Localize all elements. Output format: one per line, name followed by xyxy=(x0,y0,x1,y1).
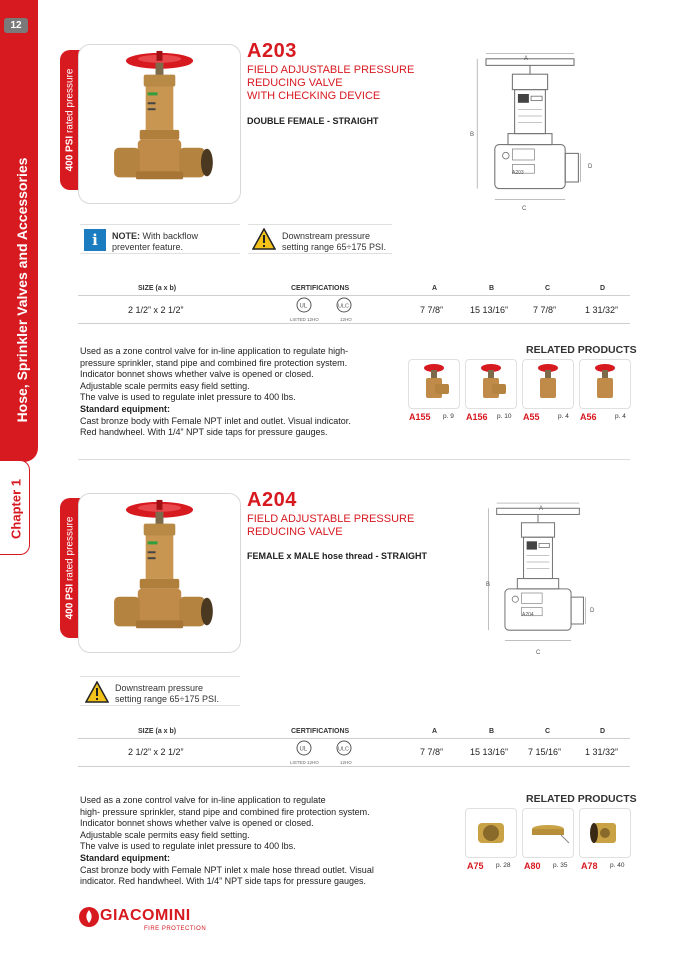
product-code: A203 xyxy=(247,40,297,62)
related-code[interactable]: A78 xyxy=(581,861,598,871)
table-divider xyxy=(78,766,630,767)
certification-logos xyxy=(288,296,358,318)
related-code[interactable]: A155 xyxy=(409,412,431,422)
dim-label-a: A xyxy=(524,56,529,62)
related-product-card[interactable] xyxy=(579,359,631,409)
cert-label-ulc: 12HO xyxy=(340,317,352,322)
drawing-plate: A204 xyxy=(522,612,534,618)
dim-label-d: D xyxy=(588,164,593,170)
dim-label-a: A xyxy=(539,506,544,512)
related-page: p. 4 xyxy=(615,413,626,420)
product-code: A204 xyxy=(247,489,297,511)
related-product-card[interactable] xyxy=(579,808,631,858)
related-product-image xyxy=(580,360,630,408)
connection-type: FEMALE x MALE hose thread - STRAIGHT xyxy=(247,551,428,561)
product-photo xyxy=(78,493,241,653)
connection-type: DOUBLE FEMALE - STRAIGHT xyxy=(247,116,379,126)
table-divider xyxy=(78,323,630,324)
dim-b: 15 13/16” xyxy=(470,305,509,315)
related-code[interactable]: A80 xyxy=(524,861,541,871)
giacomini-logo-icon xyxy=(78,906,100,928)
warning-icon xyxy=(252,228,276,250)
svg-text:UL: UL xyxy=(299,746,308,753)
svg-text:UL: UL xyxy=(299,303,308,310)
related-code[interactable]: A55 xyxy=(523,412,540,422)
dim-c: 7 15/16” xyxy=(528,747,562,757)
dim-a: 7 7/8” xyxy=(420,305,444,315)
dimension-drawing xyxy=(470,50,598,220)
related-product-card[interactable] xyxy=(522,359,574,409)
brand-tagline: FIRE PROTECTION xyxy=(144,926,207,932)
valve-image xyxy=(79,45,240,203)
related-page: p. 9 xyxy=(443,413,454,420)
related-product-card[interactable] xyxy=(465,359,517,409)
cert-label-ul: LISTED 12HO xyxy=(290,760,319,765)
related-page: p. 40 xyxy=(610,862,625,869)
related-product-card[interactable] xyxy=(408,359,460,409)
note-text: NOTE: With backflow preventer feature. xyxy=(112,231,199,252)
th-d: D xyxy=(600,285,606,292)
dim-label-c: C xyxy=(522,206,527,212)
dim-d: 1 31/32” xyxy=(585,305,619,315)
dimension-drawing xyxy=(486,500,598,660)
dim-label-d: D xyxy=(590,608,595,614)
related-code[interactable]: A56 xyxy=(580,412,597,422)
valve-image xyxy=(79,494,240,652)
warning-text: Downstream pressure setting range 65÷175 PSI. xyxy=(115,683,220,704)
drawing-plate: A203 xyxy=(512,170,524,176)
related-product-image xyxy=(466,809,516,857)
warning-icon xyxy=(85,681,109,703)
th-size: SIZE (a x b) xyxy=(138,728,177,735)
size-value: 2 1/2” x 2 1/2” xyxy=(128,747,184,757)
related-page: p. 35 xyxy=(553,862,568,869)
size-value: 2 1/2” x 2 1/2” xyxy=(128,305,184,315)
related-page: p. 28 xyxy=(496,862,511,869)
related-product-image xyxy=(580,809,630,857)
dim-label-b: B xyxy=(486,582,491,588)
related-code[interactable]: A156 xyxy=(466,412,488,422)
dim-a: 7 7/8” xyxy=(420,747,444,757)
related-page: p. 10 xyxy=(497,413,512,420)
rated-pressure-label: 400 PSI rated pressure xyxy=(64,68,76,172)
th-d: D xyxy=(600,728,606,735)
product-description: Used as a zone control valve for in-line application to regulate high- pressure sprinkler, stand pipe and combined fire protection system. Indicator bonnet shows whether valve is opened or closed. Adjustable scale permits easy field setting. The valve is used to regulate inlet pressure to 400 lbs. Standard equipment: Cast bronze body with Female NPT inlet and outlet. Visual indicator. Red handwheel. With 1/4” NPT side taps for pressure gauges. xyxy=(80,346,351,438)
cert-label-ul: LISTED 12HO xyxy=(290,317,319,322)
product-photo xyxy=(78,44,241,204)
dim-b: 15 13/16” xyxy=(470,747,509,757)
product-title: FIELD ADJUSTABLE PRESSURE REDUCING VALVE xyxy=(247,513,415,538)
related-page: p. 4 xyxy=(558,413,569,420)
th-c: C xyxy=(545,728,551,735)
section-divider xyxy=(78,459,630,460)
warning-text: Downstream pressure setting range 65÷175 PSI. xyxy=(282,231,387,252)
section-title: Hose, Sprinkler Valves and Accessories xyxy=(14,157,30,423)
th-size: SIZE (a x b) xyxy=(138,285,177,292)
page-number: 12 xyxy=(4,18,28,33)
info-icon: i xyxy=(84,229,106,251)
related-product-image xyxy=(409,360,459,408)
dim-label-c: C xyxy=(536,650,541,656)
th-b: B xyxy=(489,285,495,292)
product-title: FIELD ADJUSTABLE PRESSURE REDUCING VALVE WITH CHECKING DEVICE xyxy=(247,64,415,102)
cert-label-ulc: 12HO xyxy=(340,760,352,765)
related-products-title: RELATED PRODUCTS xyxy=(526,344,637,356)
dim-c: 7 7/8” xyxy=(533,305,557,315)
related-product-image xyxy=(523,809,573,857)
chapter-label: Chapter 1 xyxy=(8,479,24,539)
related-product-card[interactable] xyxy=(522,808,574,858)
dim-label-b: B xyxy=(470,132,475,138)
product-description: Used as a zone control valve for in-line application to regulate high- pressure sprinkler, stand pipe and combined fire protection system. Indicator bonnet shows whether valve is opened or closed. Adjustable scale permits easy field setting. The valve is used to regulate inlet pressure to 400 lbs. Standard equipment: Cast bronze body with Female NPT inlet x male hose thread outlet. Visual indicator. Red handwheel. With 1/4” NPT side taps for pressure gauges. xyxy=(80,795,374,887)
th-b: B xyxy=(489,728,495,735)
rated-pressure-label: 400 PSI rated pressure xyxy=(64,516,76,620)
brand-name: GIACOMINI xyxy=(100,907,191,924)
related-products-title: RELATED PRODUCTS xyxy=(526,793,637,805)
certification-logos xyxy=(288,739,358,761)
related-code[interactable]: A75 xyxy=(467,861,484,871)
th-certifications: CERTIFICATIONS xyxy=(291,285,350,292)
related-product-card[interactable] xyxy=(465,808,517,858)
th-certifications: CERTIFICATIONS xyxy=(291,728,350,735)
th-c: C xyxy=(545,285,551,292)
th-a: A xyxy=(432,728,438,735)
th-a: A xyxy=(432,285,438,292)
svg-text:ULC: ULC xyxy=(338,303,350,310)
related-product-image xyxy=(466,360,516,408)
svg-text:ULC: ULC xyxy=(338,746,350,753)
dim-d: 1 31/32” xyxy=(585,747,619,757)
related-product-image xyxy=(523,360,573,408)
